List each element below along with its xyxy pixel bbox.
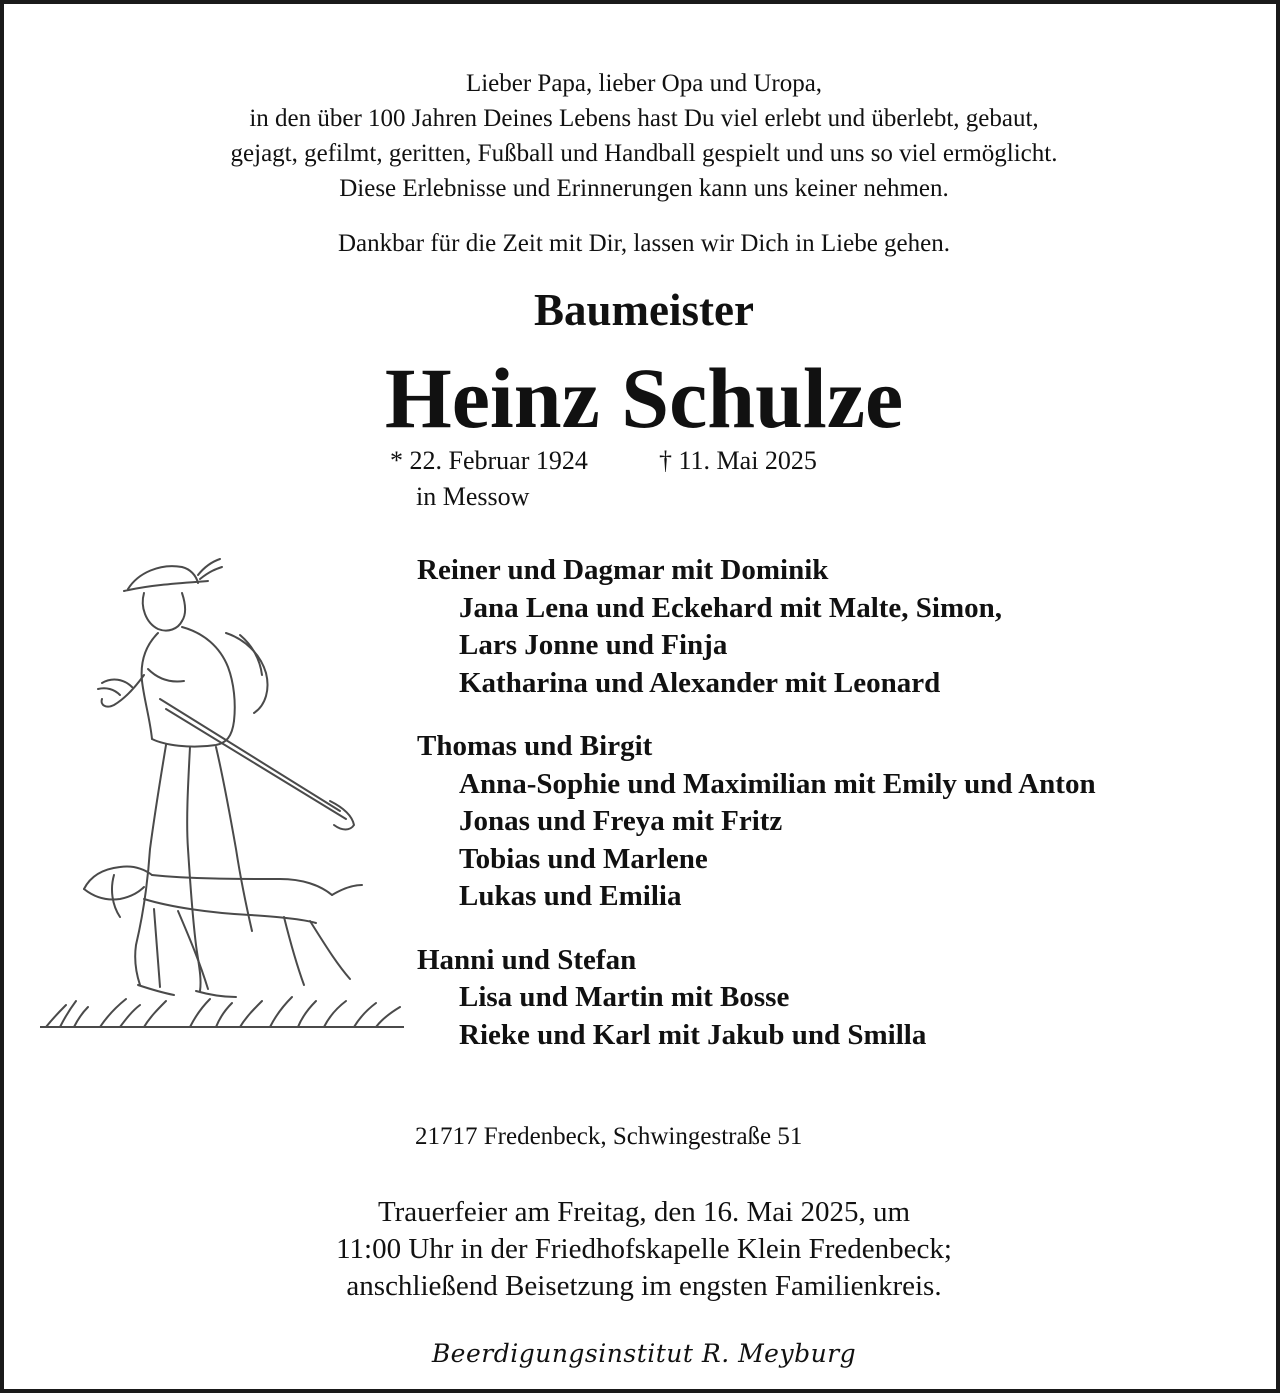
mourning-address: 21717 Fredenbeck, Schwingestraße 51: [415, 1123, 803, 1150]
family-head: Hanni und Stefan: [417, 943, 637, 976]
intro-line: gejagt, gefilmt, geritten, Fußball und Handball gespielt und uns so viel ermöglicht.: [230, 140, 1058, 167]
undertaker-name: Beerdigungsinstitut R. Meyburg: [431, 1339, 857, 1368]
hunter-with-dog-illustration: [40, 549, 404, 1031]
thanks-line: Dankbar für die Zeit mit Dir, lassen wir Dich in Liebe gehen.: [338, 230, 950, 257]
funeral-line: anschließend Beisetzung im engsten Familienkreis.: [346, 1270, 942, 1302]
deceased-name: Heinz Schulze: [384, 350, 904, 446]
intro-line: Diese Erlebnisse und Erinnerungen kann uns keiner nehmen.: [339, 175, 949, 202]
funeral-line: Trauerfeier am Freitag, den 16. Mai 2025, um: [377, 1196, 911, 1228]
family-member: Jana Lena und Eckehard mit Malte, Simon,: [459, 591, 1002, 624]
family-member: Jonas und Freya mit Fritz: [459, 805, 783, 837]
family-head: Thomas und Birgit: [417, 730, 653, 762]
funeral-line: 11:00 Uhr in der Friedhofskapelle Klein Fredenbeck;: [336, 1233, 952, 1265]
family-member: Tobias und Marlene: [459, 842, 708, 875]
family-group: [417, 552, 1096, 702]
family-group: [417, 728, 1096, 916]
family-member: Anna-Sophie und Maximilian mit Emily und Anton: [459, 767, 1096, 800]
family-member: Lisa und Martin mit Bosse: [459, 981, 790, 1013]
family-group: [417, 942, 1096, 1055]
family-member: Katharina und Alexander mit Leonard: [459, 666, 941, 699]
birth-date: * 22. Februar 1924: [390, 446, 588, 475]
birth-place: in Messow: [416, 482, 530, 511]
family-member: Lars Jonne und Finja: [459, 629, 728, 661]
intro-line: in den über 100 Jahren Deines Lebens hast Du viel erlebt und überlebt, gebaut,: [249, 105, 1039, 132]
family-list: [417, 552, 1096, 1080]
intro-line: Lieber Papa, lieber Opa und Uropa,: [465, 70, 823, 97]
deceased-title: Baumeister: [534, 285, 754, 335]
intro-text: [4, 66, 1280, 206]
family-member: Rieke und Karl mit Jakub und Smilla: [459, 1018, 927, 1051]
family-member: Lukas und Emilia: [459, 880, 682, 912]
family-head: Reiner und Dagmar mit Dominik: [417, 554, 829, 586]
death-date: † 11. Mai 2025: [659, 446, 817, 475]
funeral-info: [4, 1194, 1280, 1305]
